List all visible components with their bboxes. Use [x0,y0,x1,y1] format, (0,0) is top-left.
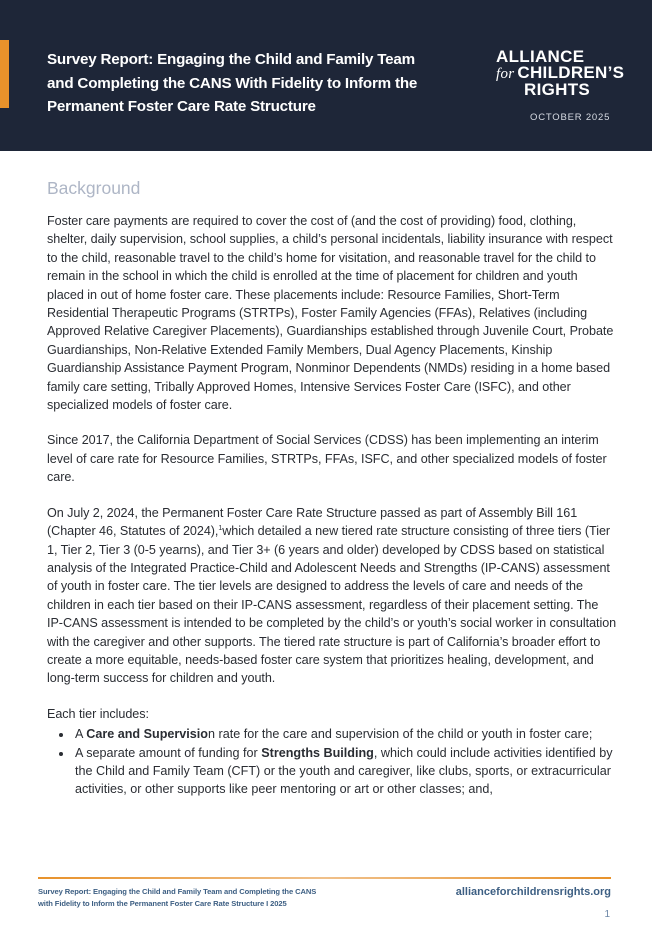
footer-line: with Fidelity to Inform the Permanent Foster Care Rate Structure I 2025 [38,899,287,908]
footer-line: Survey Report: Engaging the Child and Family Team and Completing the CANS [38,887,317,896]
list-lead: Each tier includes: [47,706,149,721]
report-title [47,48,467,119]
logo-line-rights: RIGHTS [524,80,591,99]
footer-divider [38,877,611,879]
main-content [47,176,617,799]
logo-line-alliance: ALLIANCE [496,47,585,66]
list-item-text: A separate amount of funding for [75,745,262,760]
section-heading: Background [47,178,141,198]
alliance-logo [496,49,624,98]
logo-childrens-text: CHILDREN’S [517,63,625,82]
paragraph [47,504,617,688]
list-item-bold: Strengths Building [261,745,374,760]
paragraph: Foster care payments are required to cover the cost of (and the cost of providing) food, clothing, shelter, daily supervision, school supplies, a child’s personal incidentals, liability insurance with respect to the child, reasonable travel to the child’s home for visitation, and reasonable travel for the child to remain in the school in which the child is enrolled at the time of placement for children and youth placed in out of home foster care. These placements include: Resource Families, Short-Term Residential Therapeutic Programs (STRTPs), Foster Family Agencies (FFAs), Relatives (including Approved Relative Caregiver Placements), Guardianships established through Juvenile Court, Probate Guardianships, Non-Relative Extended Family Members, Dual Agency Placements, Kinship Guardianship Assistance Payment Program, Nonminor Dependents (NMDs) residing in a home based family care setting, Tribally Approved Homes, Intensive Services Foster Care (ISFC), and other specialized models of foster care. [47,214,614,413]
title-line: and Completing the CANS With Fidelity to Inform the [47,74,418,92]
paragraph-text: which detailed a new tiered rate structure consisting of three tiers (Tier 1, Tier 2, Tier 3 (0-5 yearns), and Tier 3+ (6 years and older) developed by CDSS based on statistical analysis of the Integrated Practice-Child and Adolescent Needs and Strengths (IP-CANS) assessment of youth in foster care. The tier levels are designed to address the levels of care and needs of the children in each tier based on their IP-CANS assessment, regardless of their placement setting. The IP-CANS assessment is intended to be completed by the child’s or youth’s social worker in consultation with the caregiver and other supports. The tiered rate structure is part of California’s broader effort to create a more equitable, needs-based foster care system that prioritizes healing, development, and long-term success for children and youth. [47,524,617,686]
footer-website-link[interactable]: allianceforchildrensrights.org [455,886,611,898]
report-date: OCTOBER 2025 [530,112,611,123]
list-item-text: n rate for the care and supervision of the child or youth in foster care; [208,727,593,742]
list-item-text: A [75,727,87,742]
footer-report-title [38,886,398,910]
tier-includes-list [47,725,617,799]
list-item-bold: Care and Supervisio [86,727,208,742]
paragraph: Since 2017, the California Department of Social Services (CDSS) has been implementing an interim level of care rate for Resource Families, STRTPs, FFAs, ISFC, and other specialized models of foster care. [47,433,607,485]
logo-for: for [496,66,515,82]
list-item-text: , which could include activities identified by the Child and Family Team (CFT) or the youth and caregiver, like clubs, sports, or extracurricular activities, or other supports like peer mentoring or art or other classes; and, [75,745,613,797]
list-item [73,744,617,799]
page-number: 1 [604,909,610,920]
accent-bar [0,40,9,108]
title-line: Permanent Foster Care Rate Structure [47,98,316,115]
list-item [73,725,617,743]
paragraph-text: On July 2, 2024, the Permanent Foster Care Rate Structure passed as part of Assembly Bill 161 (Chapter 46, Statutes of 2024), [47,505,578,539]
footnote-marker[interactable]: 1 [218,524,223,532]
report-header [0,0,652,151]
title-line: Survey Report: Engaging the Child and Family Team [47,51,415,68]
